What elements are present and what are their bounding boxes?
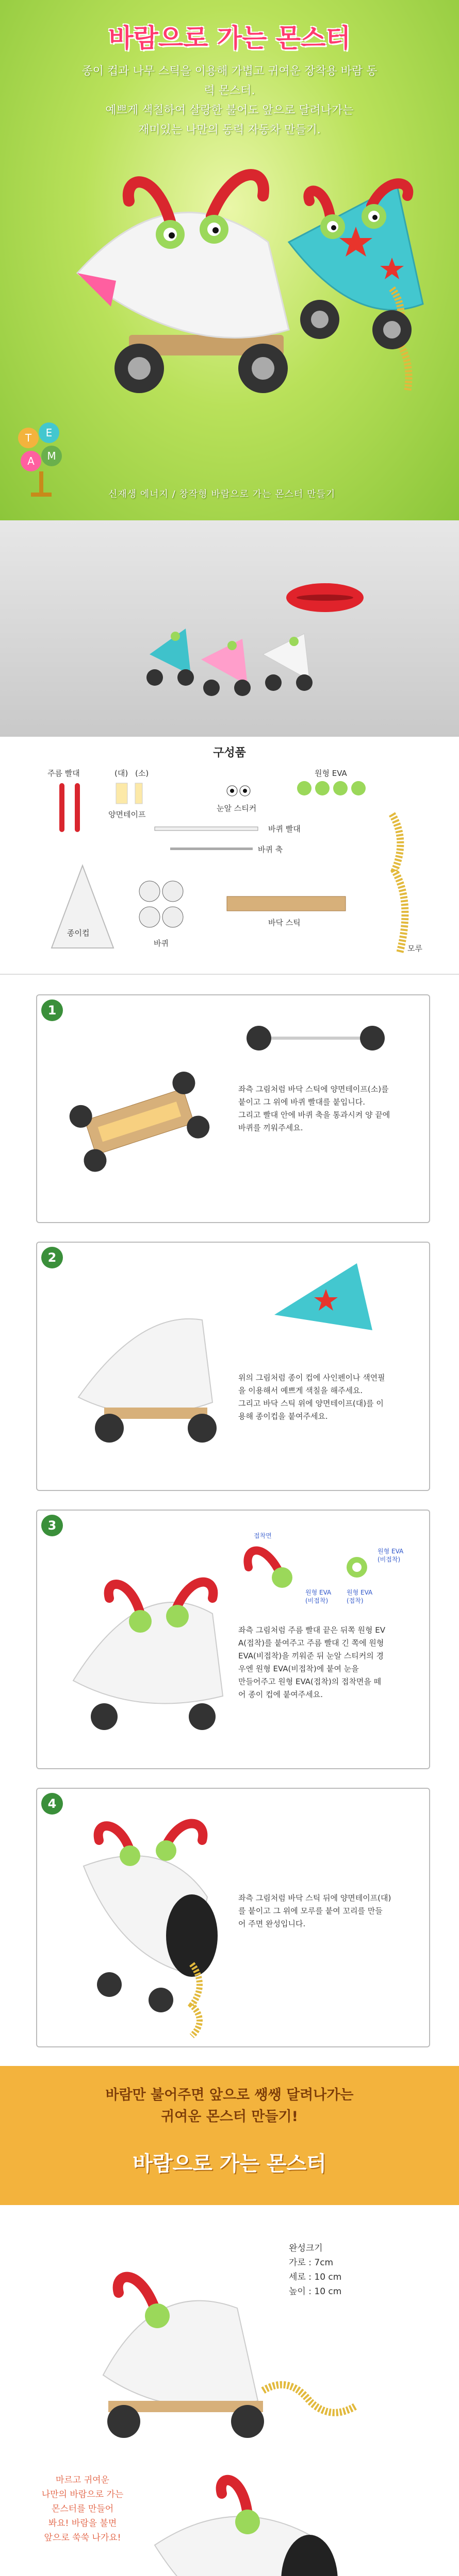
part-label-big: (대) <box>114 769 128 778</box>
part-label-eye-sticker: 눈알 스티커 <box>217 804 257 813</box>
step-line: 그리고 빨대 안에 바퀴 축을 통과시켜 양 끝에 <box>238 1110 390 1120</box>
step-line: 어 종이 컵에 붙여주세요. <box>238 1690 323 1699</box>
size-width: 가로 : 7cm <box>289 2258 334 2268</box>
hero-title: 바람으로 가는 몬스터 <box>108 23 351 53</box>
banner-line: 귀여운 몬스터 만들기! <box>161 2109 298 2125</box>
part-label-cone: 종이컵 <box>67 928 90 938</box>
step-line: EVA(비접착)을 끼워준 뒤 눈알 스티커의 경 <box>238 1651 384 1660</box>
eva-label: (비접착) <box>305 1597 329 1604</box>
blue-cone-monster <box>289 183 423 392</box>
part-label-stick: 바닥 스틱 <box>268 918 301 927</box>
step-text <box>238 1624 414 1701</box>
hero-bottom-line: 신재생 에너지 / 창작형 바람으로 가는 몬스터 만들기 <box>108 489 336 500</box>
step-line: 를 붙이고 그 위에 모루를 붙여 꼬리를 만들 <box>238 1906 383 1916</box>
part-label-axle: 바퀴 빨대 <box>268 824 301 834</box>
logo-letter: E <box>45 427 53 439</box>
size-height: 높이 : 10 cm <box>289 2286 342 2297</box>
step-line: 우엔 원형 EVA(비접착)에 붙여 눈을 <box>238 1664 359 1673</box>
banner-line: 바람만 불어주면 앞으로 쌩쌩 달려나가는 <box>105 2087 354 2103</box>
photo-illustration <box>0 520 459 737</box>
showcase-section <box>0 2205 459 2576</box>
banner-title: 바람으로 가는 몬스터 <box>133 2152 326 2176</box>
bubble-line: 나만의 바람으로 가는 <box>41 2489 124 2500</box>
logo-letter: A <box>27 455 35 467</box>
step-line: 좌측 그림처럼 주름 빨대 끝은 뒤쪽 원형 EV <box>238 1625 385 1635</box>
step-line: 좌측 그림처럼 바닥 스틱에 양면테이프(소)를 <box>238 1084 389 1094</box>
components-section <box>0 737 459 975</box>
part-label-straw: 주름 빨대 <box>47 769 80 778</box>
part-label-eva: 원형 EVA <box>315 769 347 778</box>
step-line: A(접착)를 붙여주고 주름 빨대 긴 쪽에 원형 <box>238 1638 384 1648</box>
step-number: 3 <box>41 1515 63 1536</box>
step-1 <box>36 994 430 1223</box>
eva-label: (비접착) <box>378 1556 401 1563</box>
team-logo <box>15 422 83 500</box>
step-3 <box>36 1510 430 1769</box>
step-number: 4 <box>41 1793 63 1815</box>
part-label-double-tape: 양면테이프 <box>108 810 146 819</box>
step-line: 어 주면 완성입니다. <box>238 1919 306 1928</box>
components-heading: 구성품 <box>213 747 246 759</box>
step-line: 좌측 그림처럼 바닥 스틱 뒤에 양면테이프(대) <box>238 1893 391 1903</box>
eva-label: 원형 EVA <box>378 1548 404 1555</box>
orange-banner <box>0 2066 459 2205</box>
part-label-pompom: 모루 <box>407 944 422 953</box>
step-2 <box>36 1242 430 1491</box>
eva-label: 원형 EVA <box>347 1589 373 1596</box>
monster-back-view <box>155 2480 354 2576</box>
logo-letter: T <box>25 432 32 444</box>
part-label-wheel: 바퀴 <box>154 939 169 948</box>
photo-monster <box>146 629 313 696</box>
part-label-small: (소) <box>135 769 149 778</box>
banner-text <box>0 2084 459 2128</box>
step-number: 2 <box>41 1247 63 1268</box>
size-title: 완성크기 <box>289 2243 323 2253</box>
step-line: 을 이용해서 예쁘게 색칠을 해주세요. <box>238 1386 363 1395</box>
eva-label: 원형 EVA <box>305 1589 332 1596</box>
eva-label: (접착) <box>347 1597 364 1604</box>
step-number: 1 <box>41 999 63 1021</box>
step-line: 그리고 바닥 스틱 위에 양면테이프(대)를 이 <box>238 1399 384 1408</box>
intro-line: 예쁘게 색칠하여 살랑한 불어도 앞으로 달려나가는 <box>105 104 354 117</box>
intro-line: 재미있는 나만의 동력 자동차 만들기. <box>138 124 321 137</box>
size-depth: 세로 : 10 cm <box>289 2272 342 2282</box>
white-cone-monster <box>77 175 289 393</box>
step-line: 바퀴를 끼워주세요. <box>238 1123 303 1132</box>
showcase-illustrations <box>0 2205 459 2576</box>
step-line: 붙이고 그 위에 바퀴 빨대를 붙입니다. <box>238 1097 365 1107</box>
step-4 <box>36 1788 430 2047</box>
step-line: 용해 종이컵을 붙여주세요. <box>238 1412 328 1421</box>
step-text <box>238 1083 414 1134</box>
eva-label: 접착면 <box>254 1532 272 1539</box>
intro-line: 종이 컵과 나무 스틱을 이용해 가볍고 귀여운 장착용 바람 동력 몬스터. <box>81 65 378 97</box>
monster-side-view <box>103 2277 356 2438</box>
step-text <box>238 1892 414 1930</box>
hero-section <box>0 0 459 520</box>
bubble-line: 앞으로 쑥쑥 나가요! <box>44 2533 121 2543</box>
part-label-shaft: 바퀴 축 <box>258 845 283 854</box>
bubble-line: 봐요! 바람을 불면 <box>48 2518 117 2529</box>
step-text <box>238 1371 414 1423</box>
bubble-line: 마르고 귀여운 <box>56 2475 109 2485</box>
bubble-line: 몬스터를 만들어 <box>51 2504 114 2514</box>
logo-letter: M <box>47 450 56 462</box>
product-photo <box>0 520 459 737</box>
step-line: 만들어주고 원형 EVA(접착)의 접착면을 떼 <box>238 1677 382 1686</box>
step-line: 위의 그림처럼 종이 컵에 사인펜이나 색연필 <box>238 1373 385 1382</box>
